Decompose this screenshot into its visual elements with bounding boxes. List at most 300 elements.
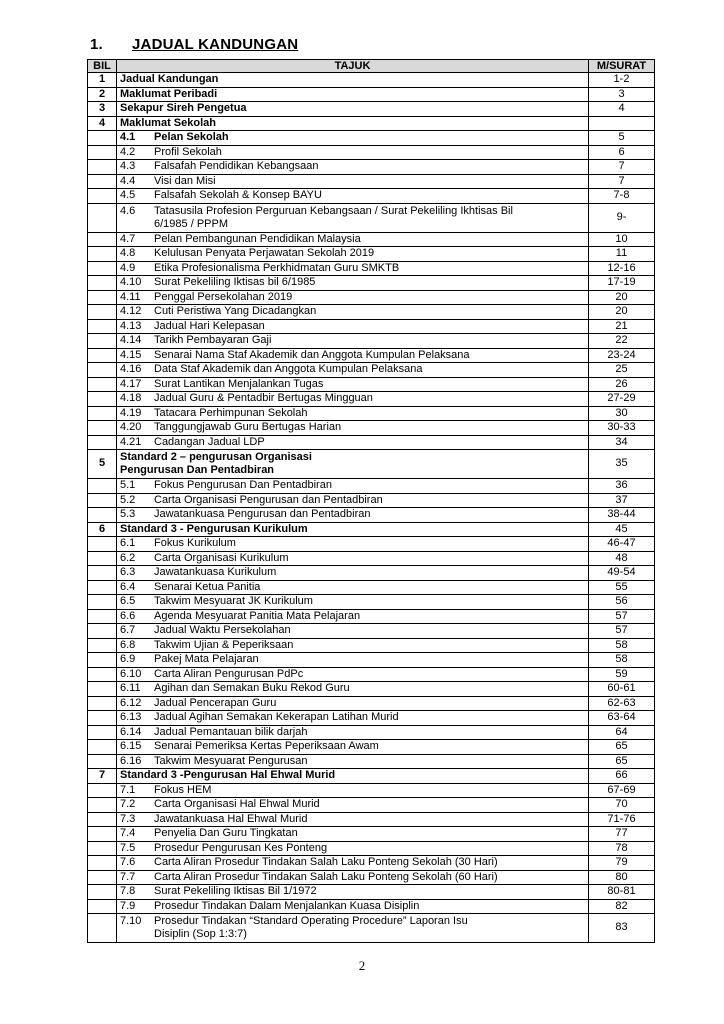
row-title (117, 131, 589, 146)
table-row (88, 334, 655, 349)
row-bil (88, 580, 117, 595)
row-page: 80-81 (589, 885, 655, 900)
row-title-text: Carta Organisasi Kurikulum (154, 551, 289, 564)
row-section-number: 4.18 (120, 392, 142, 404)
row-section-number: 5.2 (120, 493, 136, 506)
table-row (88, 290, 655, 305)
row-title (117, 261, 589, 276)
row-section-number: 6.7 (120, 624, 136, 636)
row-title-text: Data Staf Akademik dan Anggota Kumpulan Pelaksana (154, 363, 423, 375)
contents-table (87, 59, 655, 943)
row-title-text: Maklumat Sekolah (120, 116, 216, 129)
table-row (88, 696, 655, 711)
row-title-text: Jadual Pemantauan bilik darjah (154, 725, 308, 738)
row-section-number: 4.11 (120, 290, 141, 303)
table-row (88, 769, 655, 784)
table-row (88, 827, 655, 842)
row-section-number: 6.3 (120, 566, 136, 578)
row-title (117, 160, 589, 175)
section-heading (90, 36, 298, 53)
row-bil (88, 798, 117, 813)
row-title-continuation: Disiplin (Sop 1:3:7) (154, 928, 247, 940)
table-row (88, 812, 655, 827)
row-section-number: 7.4 (120, 827, 136, 839)
row-title-text: Standard 2 – pengurusan Organisasi (120, 451, 312, 463)
row-bil (88, 638, 117, 653)
row-title (117, 73, 589, 88)
row-title (117, 609, 589, 624)
row-section-number: 4.20 (120, 421, 142, 433)
row-title (117, 566, 589, 581)
row-bil (88, 145, 117, 160)
table-row (88, 667, 655, 682)
table-row (88, 870, 655, 885)
row-page: 5 (589, 131, 655, 146)
row-title (117, 653, 589, 668)
row-title-text: Kelulusan Penyata Perjawatan Sekolah 2019 (154, 247, 375, 259)
row-page: 11 (589, 247, 655, 262)
row-title (117, 87, 589, 102)
row-bil (88, 624, 117, 639)
row-bil (88, 276, 117, 291)
row-bil (88, 319, 117, 334)
row-title-text: Penggal Persekolahan 2019 (154, 290, 293, 303)
row-page: 45 (589, 522, 655, 537)
table-row (88, 406, 655, 421)
row-bil (88, 914, 117, 943)
row-title (117, 102, 589, 117)
row-page: 62-63 (589, 696, 655, 711)
row-bil (88, 479, 117, 494)
row-title-text: Senarai Pemeriksa Kertas Peperiksaan Awam (154, 740, 379, 752)
row-bil (88, 551, 117, 566)
row-bil: 5 (88, 450, 117, 479)
table-row (88, 73, 655, 88)
row-title-text: Takwim Mesyuarat JK Kurikulum (154, 595, 313, 607)
row-bil (88, 435, 117, 450)
row-page: 79 (589, 856, 655, 871)
row-title (117, 145, 589, 160)
row-title (117, 638, 589, 653)
row-section-number: 7.6 (120, 856, 136, 868)
row-title-text: Tatacara Perhimpunan Sekolah (154, 406, 308, 419)
row-title-text: Falsafah Sekolah & Konsep BAYU (154, 189, 322, 201)
page-number: 2 (358, 958, 366, 973)
row-section-number: 6.8 (120, 638, 136, 651)
row-bil (88, 885, 117, 900)
row-section-number: 7.1 (120, 783, 136, 796)
table-row (88, 493, 655, 508)
table-row (88, 711, 655, 726)
row-page: 27-29 (589, 392, 655, 407)
row-title (117, 783, 589, 798)
row-page: 17-19 (589, 276, 655, 291)
row-title-text: Jadual Hari Kelepasan (154, 319, 265, 332)
row-title-text: Penyelia Dan Guru Tingkatan (154, 827, 298, 839)
row-page: 82 (589, 899, 655, 914)
row-bil (88, 189, 117, 204)
row-section-number: 4.6 (120, 204, 136, 217)
row-bil (88, 261, 117, 276)
row-title (117, 377, 589, 392)
row-section-number: 5.1 (120, 479, 136, 491)
row-bil (88, 682, 117, 697)
row-section-number: 4.15 (120, 348, 142, 361)
row-page: 10 (589, 232, 655, 247)
row-title (117, 348, 589, 363)
row-page: 59 (589, 667, 655, 682)
table-row (88, 348, 655, 363)
row-title-text: Pelan Sekolah (154, 131, 229, 143)
table-row (88, 131, 655, 146)
table-row (88, 885, 655, 900)
row-section-number: 6.12 (120, 696, 142, 709)
row-section-number: 6.5 (120, 595, 136, 607)
row-section-number: 4.9 (120, 261, 136, 274)
row-title (117, 435, 589, 450)
row-title-text: Jadual Guru & Pentadbir Bertugas Mingguan (154, 392, 373, 404)
row-title (117, 740, 589, 755)
row-page: 26 (589, 377, 655, 392)
row-section-number: 4.16 (120, 363, 142, 375)
row-page: 46-47 (589, 537, 655, 552)
row-bil (88, 841, 117, 856)
row-section-number: 4.2 (120, 145, 136, 158)
row-bil (88, 377, 117, 392)
table-row (88, 319, 655, 334)
row-title (117, 479, 589, 494)
row-section-number: 4.8 (120, 247, 136, 259)
row-bil: 6 (88, 522, 117, 537)
row-page: 63-64 (589, 711, 655, 726)
row-title (117, 247, 589, 262)
row-page: 20 (589, 305, 655, 320)
row-section-number: 7.5 (120, 841, 136, 854)
row-bil (88, 247, 117, 262)
header-tajuk: TAJUK (117, 60, 589, 73)
row-title-text: Fokus Kurikulum (154, 537, 236, 549)
row-title-text: Sekapur Sireh Pengetua (120, 102, 247, 114)
row-bil (88, 667, 117, 682)
row-page: 36 (589, 479, 655, 494)
row-page: 57 (589, 624, 655, 639)
table-row (88, 725, 655, 740)
row-section-number: 4.5 (120, 189, 136, 201)
row-bil (88, 421, 117, 436)
row-title (117, 363, 589, 378)
row-title-text: Etika Profesionalisma Perkhidmatan Guru SMKTB (154, 261, 400, 274)
row-section-number: 4.10 (120, 276, 142, 288)
row-page: 4 (589, 102, 655, 117)
row-page: 77 (589, 827, 655, 842)
row-title (117, 334, 589, 349)
row-title (117, 319, 589, 334)
row-page: 71-76 (589, 812, 655, 827)
row-title (117, 914, 589, 943)
row-bil (88, 740, 117, 755)
table-row (88, 638, 655, 653)
row-title-text: Surat Lantikan Menjalankan Tugas (154, 377, 324, 390)
row-title (117, 290, 589, 305)
row-title-text: Carta Organisasi Pengurusan dan Pentadbiran (154, 493, 383, 506)
row-title-text: Standard 3 -Pengurusan Hal Ehwal Murid (120, 769, 336, 781)
row-bil (88, 493, 117, 508)
row-title (117, 856, 589, 871)
row-title (117, 189, 589, 204)
row-section-number: 6.6 (120, 609, 136, 622)
row-section-number: 4.7 (120, 232, 136, 245)
row-section-number: 4.13 (120, 319, 142, 332)
table-row (88, 856, 655, 871)
table-row (88, 595, 655, 610)
row-section-number: 4.3 (120, 160, 136, 172)
table-row (88, 160, 655, 175)
row-bil: 7 (88, 769, 117, 784)
row-title (117, 841, 589, 856)
row-page: 7 (589, 174, 655, 189)
row-bil (88, 348, 117, 363)
table-row (88, 145, 655, 160)
row-bil (88, 653, 117, 668)
row-section-number: 6.4 (120, 580, 136, 593)
row-title (117, 276, 589, 291)
row-page: 37 (589, 493, 655, 508)
row-title (117, 232, 589, 247)
row-title (117, 580, 589, 595)
row-bil (88, 131, 117, 146)
row-bil (88, 725, 117, 740)
row-bil (88, 334, 117, 349)
row-title (117, 885, 589, 900)
row-title-text: Visi dan Misi (154, 174, 216, 187)
row-page: 7-8 (589, 189, 655, 204)
row-title-text: Senarai Nama Staf Akademik dan Anggota Kumpulan Pelaksana (154, 348, 470, 361)
row-bil (88, 754, 117, 769)
row-title-text: Carta Organisasi Hal Ehwal Murid (154, 798, 320, 810)
row-section-number: 7.10 (120, 915, 142, 927)
row-section-number: 7.3 (120, 812, 136, 825)
table-row (88, 682, 655, 697)
table-row (88, 116, 655, 131)
row-bil (88, 899, 117, 914)
row-page: 83 (589, 914, 655, 943)
row-page: 6 (589, 145, 655, 160)
row-title-continuation: 6/1985 / PPPM (154, 217, 228, 230)
row-bil: 3 (88, 102, 117, 117)
table-row (88, 261, 655, 276)
table-row (88, 247, 655, 262)
row-page: 65 (589, 740, 655, 755)
row-section-number: 7.7 (120, 870, 136, 883)
row-page: 30-33 (589, 421, 655, 436)
row-section-number: 4.1 (120, 131, 136, 143)
row-title-text: Jawatankuasa Pengurusan dan Pentadbiran (154, 508, 371, 520)
row-section-number: 4.14 (120, 334, 142, 346)
row-title (117, 493, 589, 508)
row-title-text: Standard 3 - Pengurusan Kurikulum (120, 522, 308, 535)
row-page: 35 (589, 450, 655, 479)
row-page: 9- (589, 203, 655, 232)
row-bil (88, 290, 117, 305)
row-title (117, 392, 589, 407)
row-page: 1-2 (589, 73, 655, 88)
row-section-number: 6.14 (120, 725, 142, 738)
row-bil (88, 160, 117, 175)
row-title-text: Jadual Agihan Semakan Kekerapan Latihan Murid (154, 711, 399, 723)
row-section-number: 6.15 (120, 740, 142, 752)
header-bil: BIL (88, 60, 117, 73)
row-page: 78 (589, 841, 655, 856)
row-page: 20 (589, 290, 655, 305)
row-page: 25 (589, 363, 655, 378)
table-row (88, 87, 655, 102)
row-section-number: 5.3 (120, 508, 136, 520)
row-section-number: 7.8 (120, 885, 136, 897)
row-page: 38-44 (589, 508, 655, 523)
row-title (117, 508, 589, 523)
row-title-text: Senarai Ketua Panitia (154, 580, 261, 593)
row-bil (88, 711, 117, 726)
row-title-text: Tarikh Pembayaran Gaji (154, 334, 272, 346)
row-title-text: Prosedur Pengurusan Kes Ponteng (154, 841, 328, 854)
row-title-text: Takwim Ujian & Peperiksaan (154, 638, 294, 651)
row-page: 7 (589, 160, 655, 175)
row-title (117, 116, 589, 131)
table-row (88, 624, 655, 639)
row-page: 12-16 (589, 261, 655, 276)
row-title (117, 667, 589, 682)
row-title-text: Cadangan Jadual LDP (154, 435, 265, 448)
table-row (88, 754, 655, 769)
row-title-text: Tatasusila Profesion Perguruan Kebangsaan / Surat Pekeliling Ikhtisas Bil (154, 204, 513, 217)
row-bil (88, 856, 117, 871)
row-title (117, 754, 589, 769)
row-page: 3 (589, 87, 655, 102)
row-page: 58 (589, 638, 655, 653)
table-row (88, 189, 655, 204)
row-title-text: Carta Aliran Prosedur Tindakan Salah Laku Ponteng Sekolah (60 Hari) (154, 870, 498, 883)
row-title (117, 696, 589, 711)
row-page: 55 (589, 580, 655, 595)
row-title-text: Jadual Kandungan (120, 73, 219, 85)
row-bil (88, 406, 117, 421)
table-row (88, 798, 655, 813)
row-title (117, 711, 589, 726)
row-bil (88, 392, 117, 407)
row-title-text: Prosedur Tindakan “Standard Operating Procedure” Laporan Isu (154, 915, 468, 927)
row-bil (88, 783, 117, 798)
row-title (117, 798, 589, 813)
row-title (117, 450, 589, 479)
table-row (88, 479, 655, 494)
table-row (88, 377, 655, 392)
table-row (88, 203, 655, 232)
row-title-text: Pelan Pembangunan Pendidikan Malaysia (154, 232, 361, 245)
row-title (117, 812, 589, 827)
row-title-text: Agenda Mesyuarat Panitia Mata Pelajaran (154, 609, 361, 622)
row-title-text: Maklumat Peribadi (120, 87, 218, 100)
row-title (117, 769, 589, 784)
row-page: 23-24 (589, 348, 655, 363)
row-page: 80 (589, 870, 655, 885)
table-row (88, 421, 655, 436)
table-row (88, 508, 655, 523)
row-title-text: Takwim Mesyuarat Pengurusan (154, 754, 308, 767)
row-title (117, 551, 589, 566)
row-section-number: 6.2 (120, 551, 136, 564)
row-title-text: Jawatankuasa Hal Ehwal Murid (154, 812, 308, 825)
row-title (117, 870, 589, 885)
table-row (88, 305, 655, 320)
row-title-text: Prosedur Tindakan Dalam Menjalankan Kuasa Disiplin (154, 899, 420, 912)
row-section-number: 7.9 (120, 899, 136, 912)
row-bil (88, 508, 117, 523)
table-row (88, 580, 655, 595)
table-row (88, 363, 655, 378)
table-row (88, 653, 655, 668)
row-page: 67-69 (589, 783, 655, 798)
row-section-number: 6.9 (120, 653, 136, 665)
row-page: 34 (589, 435, 655, 450)
row-bil (88, 595, 117, 610)
row-title (117, 899, 589, 914)
row-bil (88, 174, 117, 189)
row-title (117, 725, 589, 740)
row-section-number: 6.11 (120, 682, 141, 694)
row-page: 22 (589, 334, 655, 349)
row-section-number: 4.12 (120, 305, 142, 317)
row-title-text: Jadual Pencerapan Guru (154, 696, 277, 709)
table-header-row (88, 60, 655, 73)
row-bil (88, 232, 117, 247)
row-page: 57 (589, 609, 655, 624)
row-page: 64 (589, 725, 655, 740)
table-row (88, 435, 655, 450)
row-bil: 4 (88, 116, 117, 131)
row-title-text: Tanggungjawab Guru Bertugas Harian (154, 421, 342, 433)
table-row (88, 232, 655, 247)
row-title-text: Surat Pekeliling Iktisas bil 6/1985 (154, 276, 316, 288)
row-title-text: Carta Aliran Pengurusan PdPc (154, 667, 304, 680)
row-title-text: Pakej Mata Pelajaran (154, 653, 259, 665)
row-title (117, 624, 589, 639)
row-page: 30 (589, 406, 655, 421)
row-title (117, 174, 589, 189)
table-row (88, 551, 655, 566)
row-bil: 2 (88, 87, 117, 102)
row-title-text: Jawatankuasa Kurikulum (154, 566, 277, 578)
table-row (88, 609, 655, 624)
row-title-text: Agihan dan Semakan Buku Rekod Guru (154, 682, 350, 694)
row-page: 58 (589, 653, 655, 668)
row-section-number: 6.13 (120, 711, 142, 723)
row-section-number: 7.2 (120, 798, 136, 810)
row-section-number: 6.16 (120, 754, 142, 767)
row-title-text: Carta Aliran Prosedur Tindakan Salah Laku Ponteng Sekolah (30 Hari) (154, 856, 498, 868)
row-page: 56 (589, 595, 655, 610)
table-row (88, 899, 655, 914)
row-title (117, 682, 589, 697)
row-bil (88, 203, 117, 232)
row-section-number: 4.17 (120, 377, 142, 390)
row-title (117, 522, 589, 537)
table-row (88, 174, 655, 189)
row-page: 48 (589, 551, 655, 566)
row-page: 66 (589, 769, 655, 784)
row-bil (88, 609, 117, 624)
row-section-number: 4.4 (120, 174, 136, 187)
row-title (117, 305, 589, 320)
